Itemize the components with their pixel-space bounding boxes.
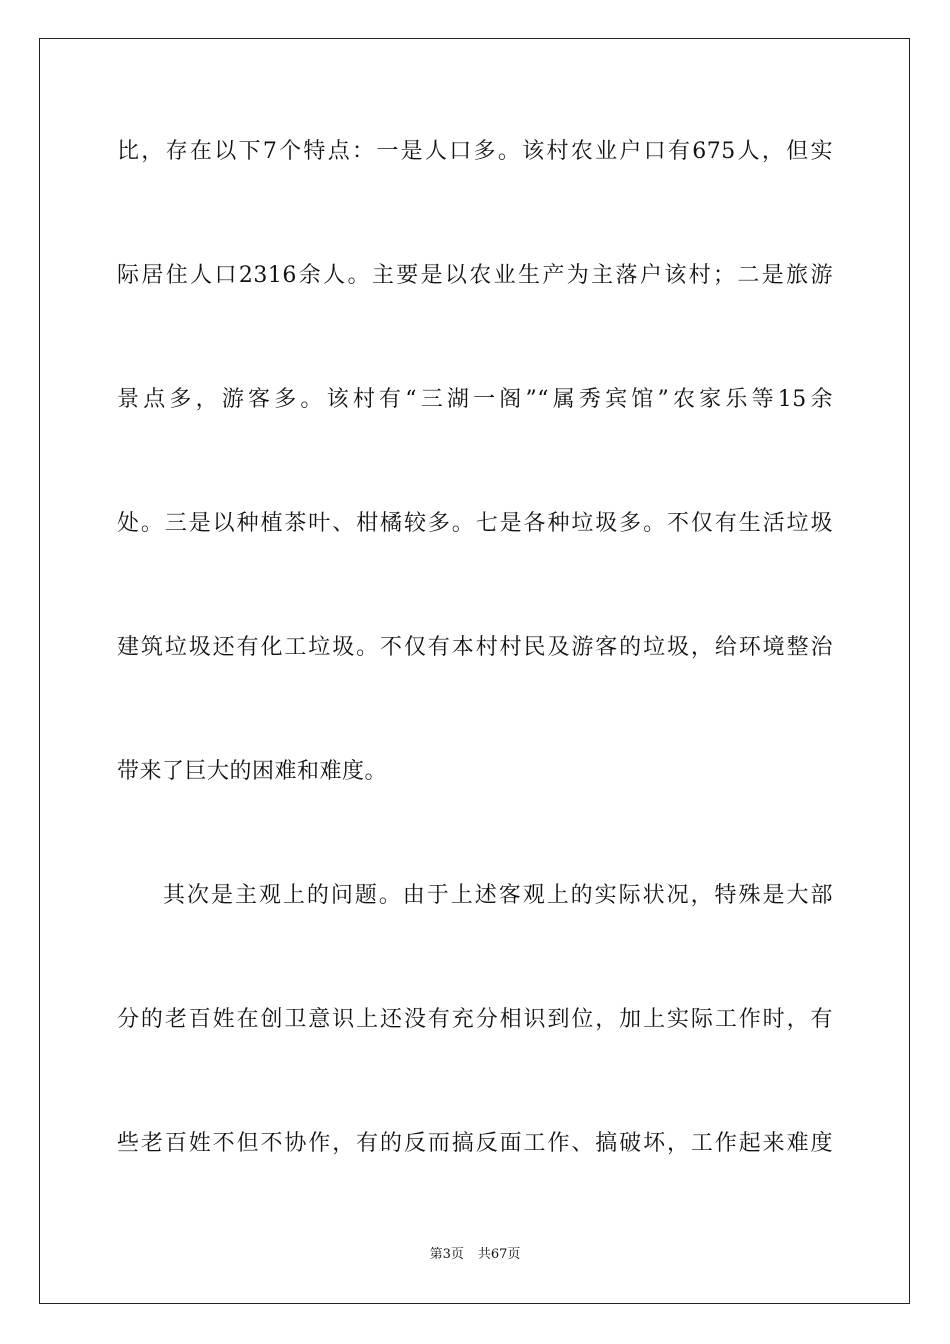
body-line-3: 景点多，游客多。该村有“三湖一阁”“属秀宾馆”农家乐等15余 [117,387,833,412]
body-line-4: 处。三是以种植茶叶、柑橘较多。七是各种垃圾多。不仅有生活垃圾 [117,511,833,536]
body-line-1: 比，存在以下7个特点：一是人口多。该村农业户口有675人，但实 [117,139,833,164]
total-pages: 共67页 [477,1247,521,1262]
body-line-8: 分的老百姓在创卫意识上还没有充分相识到位，加上实际工作时，有 [117,1007,833,1032]
page-footer [0,1246,950,1264]
page-frame [39,38,910,1304]
page-number: 第3页 [429,1247,464,1262]
body-line-2: 际居住人口2316余人。主要是以农业生产为主落户该村；二是旅游 [117,263,833,288]
body-line-5: 建筑垃圾还有化工垃圾。不仅有本村村民及游客的垃圾，给环境整治 [117,635,833,660]
body-line-6: 带来了巨大的困难和难度。 [117,759,388,784]
body-line-9: 些老百姓不但不协作，有的反而搞反面工作、搞破坏，工作起来难度 [117,1131,833,1156]
body-line-7: 其次是主观上的问题。由于上述客观上的实际状况，特殊是大部 [163,883,833,908]
